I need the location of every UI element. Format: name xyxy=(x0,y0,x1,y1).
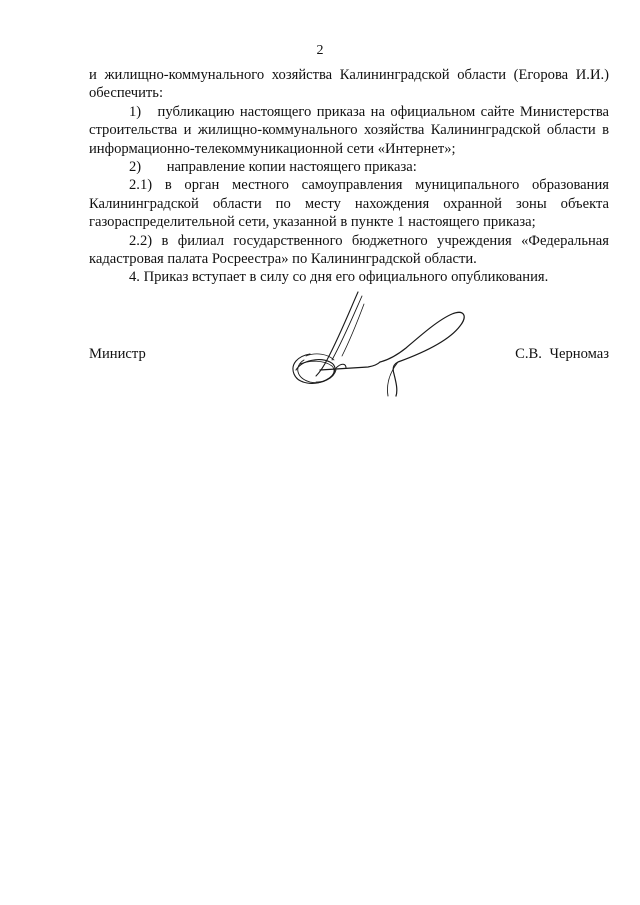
signatory-name: С.В. Черномаз xyxy=(515,346,609,362)
page-number: 2 xyxy=(316,43,324,58)
document-body xyxy=(89,66,609,287)
signatory-title: Министр xyxy=(89,346,146,362)
paragraph-continuation: и жилищно-коммунального хозяйства Калининградской области (Егорова И.И.) обеспечить: xyxy=(89,67,609,102)
paragraph-item-4: 4. Приказ вступает в силу со дня его официального опубликования. xyxy=(129,269,549,286)
signature-row xyxy=(89,345,609,375)
paragraph-item-2-1: 2.1) в орган местного самоуправления муниципального образования Калининградской области по месту нахождения охранной зоны объекта газораспределительной сети, указанной в пункте 1 настоящего приказа; xyxy=(89,177,609,231)
paragraph-item-1: 1) публикацию настоящего приказа на официальном сайте Министерства строительства и жилищно-коммунального хозяйства Калининградской области в информационно-телекоммуникационной сети «Интернет»; xyxy=(89,103,609,157)
paragraph-item-2: 2) направление копии настоящего приказа: xyxy=(129,159,417,176)
paragraph-item-2-2: 2.2) в филиал государственного бюджетного учреждения «Федеральная кадастровая палата Росреестра» по Калининградской области. xyxy=(89,232,609,268)
